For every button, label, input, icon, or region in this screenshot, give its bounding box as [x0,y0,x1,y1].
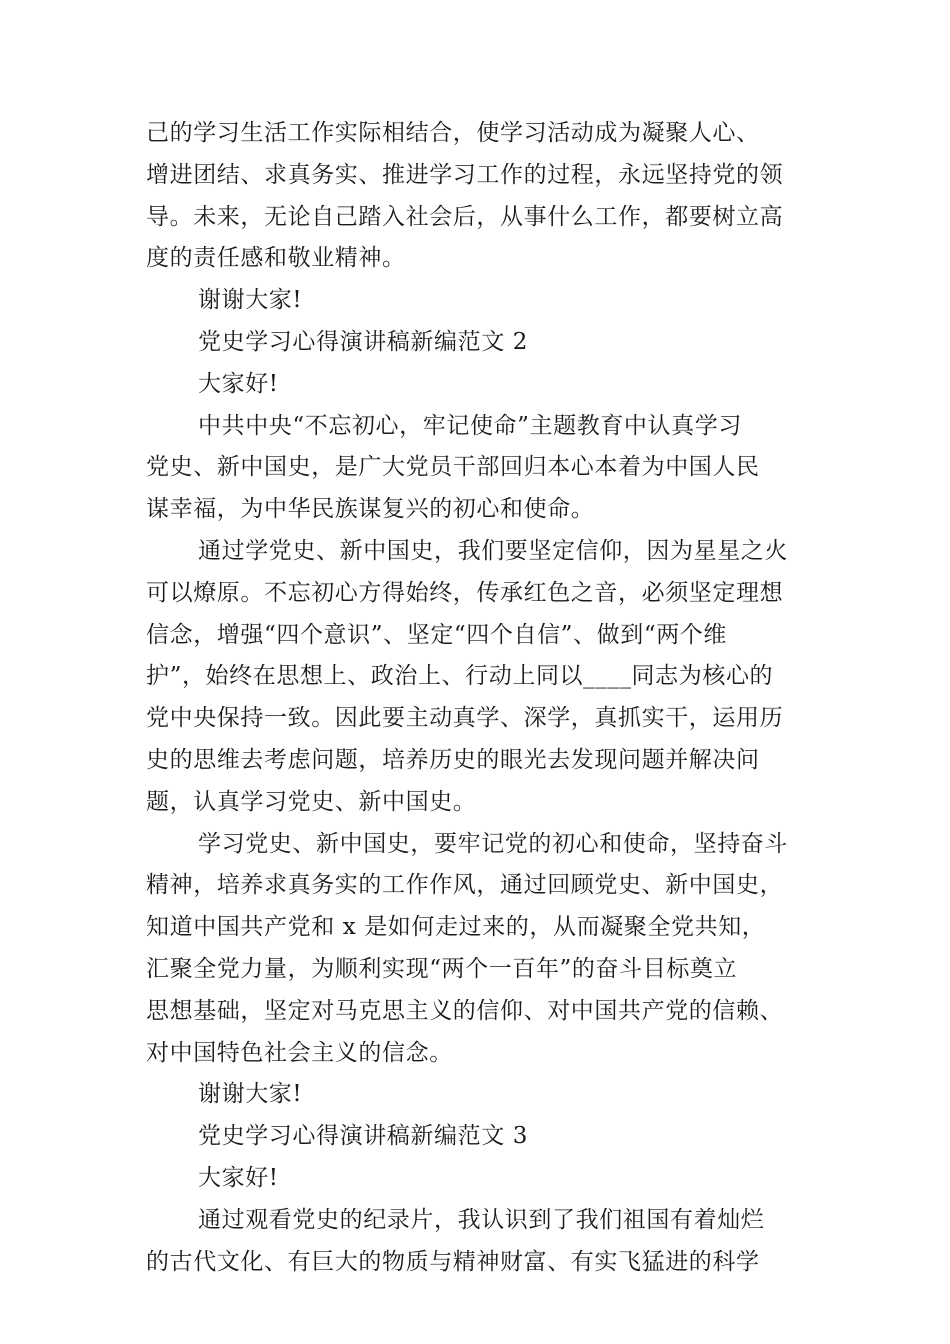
text-line: 学习党史、新中国史，要牢记党的初心和使命，坚持奋斗 [198,830,788,857]
text-line: 党史、新中国史，是广大党员干部回归本心本着为中国人民 [146,454,760,481]
document-body [146,113,806,1283]
text-line: 题，认真学习党史、新中国史。 [146,788,477,815]
text-line: 谋幸福，为中华民族谋复兴的初心和使命。 [146,496,595,523]
text-line: 谢谢大家! [198,1081,303,1108]
text-line: 度的责任感和敬业精神。 [146,245,406,272]
text-line: 大家好! [198,1164,279,1191]
text-line: 党史学习心得演讲稿新编范文 3 [198,1123,528,1150]
text-line: 通过观看党史的纪录片，我认识到了我们祖国有着灿烂 [198,1206,765,1233]
text-line: 中共中央“不忘初心，牢记使命”主题教育中认真学习 [198,412,742,439]
text-line: 谢谢大家! [198,287,303,314]
text-line: 党中央保持一致。因此要主动真学、深学，真抓实干，运用历 [146,705,784,732]
text-line: 对中国特色社会主义的信念。 [146,1039,453,1066]
text-line: 增进团结、求真务实、推进学习工作的过程，永远坚持党的领 [146,161,784,188]
text-line: 己的学习生活工作实际相结合，使学习活动成为凝聚人心、 [146,120,760,146]
text-line: 大家好! [198,370,279,397]
text-line: 思想基础，坚定对马克思主义的信仰、对中国共产党的信赖、 [146,997,784,1024]
text-line: 可以燎原。不忘初心方得始终，传承红色之音，必须坚定理想 [146,579,784,606]
text-line: 通过学党史、新中国史，我们要坚定信仰，因为星星之火 [198,537,788,564]
text-line: 党史学习心得演讲稿新编范文 2 [198,328,528,355]
text-line: 导。未来，无论自己踏入社会后，从事什么工作，都要树立高 [146,203,784,230]
text-line: 汇聚全党力量，为顺利实现“两个一百年”的奋斗目标奠立 [146,955,738,982]
text-line: 知道中国共产党和 x 是如何走过来的，从而凝聚全党共知， [146,914,766,941]
text-line: 精神，培养求真务实的工作作风，通过回顾党史、新中国史， [146,872,784,899]
text-line: 的古代文化、有巨大的物质与精神财富、有实飞猛进的科学 [146,1248,760,1275]
text-line: 史的思维去考虑问题，培养历史的眼光去发现问题并解决问 [146,746,760,773]
text-line: 护”，始终在思想上、政治上、行动上同以____同志为核心的 [146,663,774,690]
text-line: 信念，增强“四个意识”、坚定“四个自信”、做到“两个维 [146,621,727,648]
